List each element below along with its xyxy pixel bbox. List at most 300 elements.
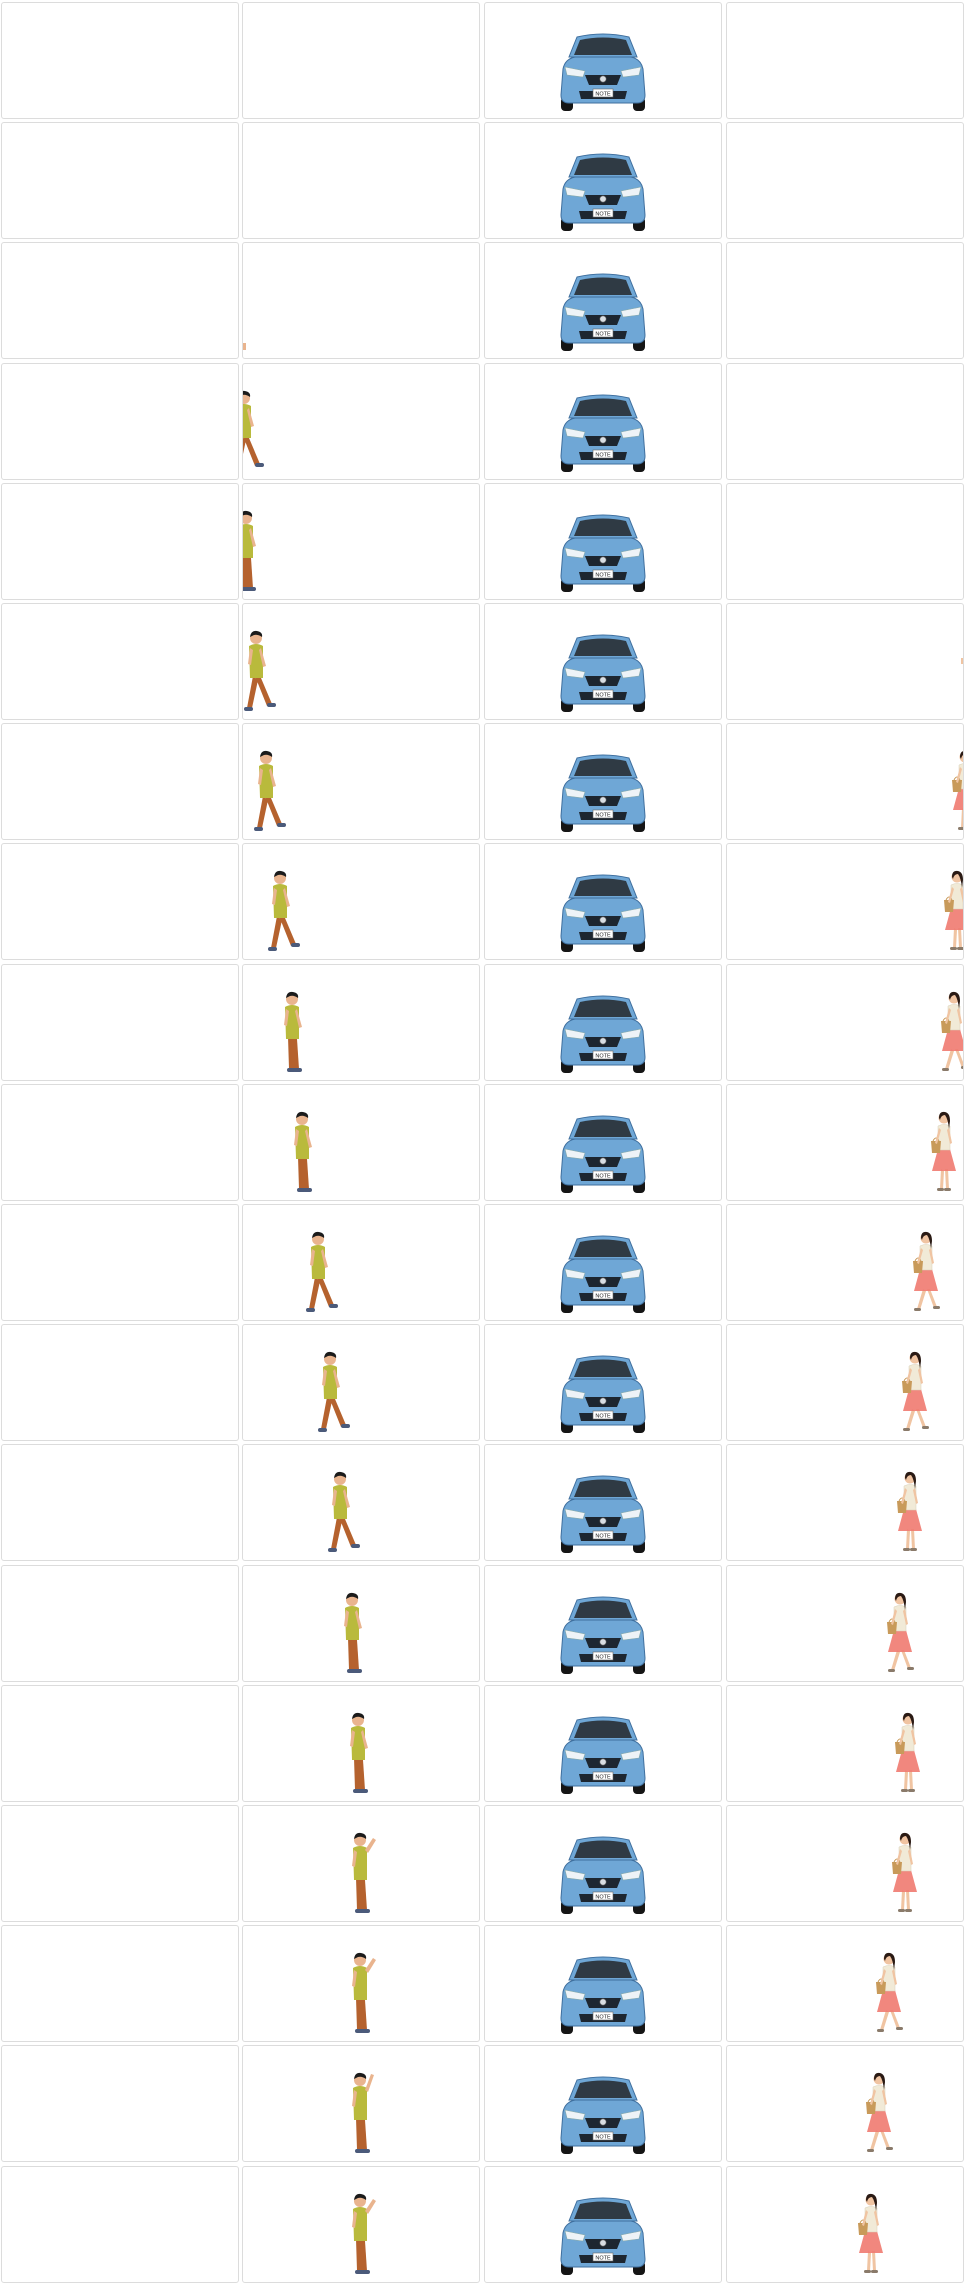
woman-leg-back [906,1890,910,1910]
frame-cell-woman-walking [726,242,964,359]
frame-cell-car [484,1685,722,1802]
frame-cell-background [1,603,239,720]
frame-cell-woman-walking [726,1685,964,1802]
woman-sprite [935,989,964,1075]
woman-leg-front [906,1529,910,1549]
woman-shoe-front [950,947,957,950]
car-sprite [555,1353,651,1435]
woman-sprite [925,1109,964,1195]
frame-cell-woman-walking [726,483,964,600]
frame-cell-background [1,843,239,960]
man-leg-back [247,676,258,708]
woman-leg-front [870,2130,879,2151]
man-shoe-back [268,947,277,951]
woman-figure [902,1352,929,1431]
car-plate-text: NOTE [595,813,611,819]
car-sprite [555,271,651,353]
man-figure [328,1472,360,1552]
car-emblem [600,1999,606,2005]
woman-figure [913,1232,940,1311]
car-plate-text: NOTE [595,2256,611,2262]
woman-figure [897,1472,922,1551]
man-sprite [343,1950,383,2036]
man-leg-back [257,796,268,828]
car-plate-text: NOTE [595,453,611,459]
car-sprite [555,1834,651,1916]
man-shoe-back [328,1548,337,1552]
car-sprite [555,872,651,954]
man-shoe-front [361,2029,370,2033]
woman-figure [887,1593,914,1672]
man-sprite [242,508,269,594]
frame-cell-car [484,483,722,600]
car-emblem [600,437,606,443]
car-plate-text: NOTE [595,1895,611,1901]
frame-cell-woman-walking [726,1925,964,2042]
car-sprite [555,993,651,1075]
woman-figure [944,871,964,950]
frame-cell-car [484,2045,722,2162]
woman-shoe-front [877,2029,884,2032]
woman-leg-front [904,1770,908,1790]
frame-cell-woman-walking [726,2166,964,2283]
man-leg-front [255,676,272,706]
woman-shoe-front [903,1548,910,1551]
frame-cell-woman-walking [726,363,964,480]
man-shoe-front [255,463,264,467]
frame-cell-car [484,242,722,359]
frame-cell-woman-walking [726,843,964,960]
frame-cell-woman-walking [726,1565,964,1682]
car-plate-text: NOTE [595,332,611,338]
car-sprite [555,2074,651,2156]
car-sprite [555,752,651,834]
frame-cell-woman-walking [726,723,964,840]
woman-sprite [891,1469,931,1555]
man-arm-raised [365,2074,374,2092]
car-plate-text: NOTE [595,1655,611,1661]
man-sprite [341,1710,381,1796]
woman-sprite-edge [959,658,964,666]
frame-cell-background [1,1324,239,1441]
car-plate-text: NOTE [595,2135,611,2141]
man-leg-back [331,1517,342,1549]
car-sprite [555,392,651,474]
frame-cell-woman-walking [726,603,964,720]
car-windshield [574,278,632,296]
man-shoe-front [303,1188,312,1192]
frame-cell-man-walking [242,1805,480,1922]
car-plate-text: NOTE [595,693,611,699]
woman-leg-front [901,1890,905,1910]
man-sprite-edge [243,343,249,353]
woman-shoe-back [905,1909,912,1912]
woman-shoe-front [914,1308,921,1311]
man-leg-front [243,436,260,466]
man-sprite [323,1469,363,1555]
woman-shoe-front [867,2149,874,2152]
car-sprite [555,1113,651,1195]
frame-cell-background [1,964,239,1081]
frame-cell-woman-walking [726,1204,964,1321]
man-shoe-front [353,1669,362,1673]
woman-leg-back [909,1770,913,1790]
man-figure [352,2073,374,2153]
man-leg-front [339,1517,356,1547]
man-shoe-front [361,2149,370,2153]
car-windshield [574,639,632,657]
car-emblem [600,1518,606,1524]
frame-cell-man-walking [242,1084,480,1201]
man-sprite [263,868,303,954]
frame-cell-woman-walking [726,1444,964,1561]
man-figure [284,992,302,1072]
car-sprite [555,1473,651,1555]
woman-shoe-front [901,1789,908,1792]
woman-leg-back [945,1169,949,1189]
frame-cell-man-walking [242,2045,480,2162]
woman-figure [895,1713,920,1792]
frame-cell-background [1,2166,239,2283]
frame-cell-car [484,2,722,119]
woman-leg-front [867,2251,871,2271]
car-emblem [600,76,606,82]
frame-cell-man-walking [242,964,480,1081]
frame-cell-car [484,843,722,960]
car-windshield [574,2081,632,2099]
car-windshield [574,1120,632,1138]
frame-cell-background [1,363,239,480]
frame-cell-background [1,1565,239,1682]
car-windshield [574,2202,632,2220]
woman-leg-front [880,2010,889,2031]
woman-leg-back [958,928,962,948]
frame-cell-car [484,363,722,480]
woman-shoe-back [886,2147,893,2150]
car-sprite [555,1233,651,1315]
car-windshield [574,1601,632,1619]
frame-cell-background [1,122,239,239]
car-emblem [600,797,606,803]
frame-cell-car [484,723,722,840]
man-shoe-front [293,1068,302,1072]
woman-figure [892,1833,917,1912]
car-plate-text: NOTE [595,1534,611,1540]
frame-cell-man-walking [242,843,480,960]
frame-cell-man-walking [242,1925,480,2042]
car-windshield [574,158,632,176]
man-leg-back [271,916,282,948]
man-figure [352,2194,376,2274]
woman-shoe-front [888,1669,895,1672]
frame-cell-background [1,1805,239,1922]
car-sprite [555,1594,651,1676]
woman-figure [952,751,964,830]
frame-cell-car [484,1444,722,1561]
man-figure [244,631,276,711]
man-shoe-back [244,707,253,711]
woman-sprite [852,2191,892,2277]
car-emblem [600,1398,606,1404]
car-windshield [574,1961,632,1979]
man-sprite [343,1830,383,1916]
woman-shoe-front [958,827,964,830]
woman-figure [876,1953,903,2032]
car-windshield [574,38,632,56]
car-emblem [600,1278,606,1284]
car-emblem [600,917,606,923]
car-sprite [555,151,651,233]
man-arm-raised [365,1958,376,1973]
frame-cell-car [484,1084,722,1201]
man-figure [294,1112,312,1192]
woman-leg-front [953,928,957,948]
man-shoe-front [267,703,276,707]
man-leg-back [309,1277,320,1309]
car-windshield [574,1480,632,1498]
car-windshield [574,879,632,897]
car-windshield [574,759,632,777]
frame-cell-man-walking [242,603,480,720]
man-sprite [242,628,279,714]
frame-cell-man-walking [242,242,480,359]
man-shoe-front [361,2270,370,2274]
man-shoe-front [291,943,300,947]
frame-cell-man-walking [242,723,480,840]
man-figure [352,1833,376,1913]
woman-leg-back [911,1529,915,1549]
car-windshield [574,1360,632,1378]
woman-figure [941,992,964,1071]
frame-cell-background [1,723,239,840]
frame-cell-car [484,1204,722,1321]
woman-shoe-back [896,2027,903,2030]
woman-shoe-back [910,1548,917,1551]
man-leg-front [279,916,296,946]
car-plate-text: NOTE [595,573,611,579]
car-emblem [600,677,606,683]
woman-leg-back [890,2010,900,2029]
man-shoe-front [359,1789,368,1793]
frame-cell-woman-walking [726,1324,964,1441]
man-sprite [335,1590,375,1676]
car-sprite [555,31,651,113]
man-sprite [285,1109,325,1195]
frame-cell-car [484,1324,722,1441]
woman-sprite [886,1830,926,1916]
frame-cell-man-walking [242,1204,480,1321]
man-leg-front [265,796,282,826]
woman-sprite [896,1349,936,1435]
man-figure [268,871,300,951]
car-sprite [555,512,651,594]
frame-cell-background [1,242,239,359]
man-shoe-back [254,827,263,831]
man-shoe-back [306,1308,315,1312]
woman-shoe-back [871,2270,878,2273]
frame-cell-woman-walking [726,2045,964,2162]
car-plate-text: NOTE [595,212,611,218]
woman-leg-front [945,1049,954,1070]
woman-figure [866,2073,893,2152]
frame-cell-background [1,1685,239,1802]
frame-cell-background [1,1925,239,2042]
frame-cell-man-walking [242,2,480,119]
frame-cell-background [1,1204,239,1321]
car-plate-text: NOTE [595,1775,611,1781]
frame-cell-man-walking [242,122,480,239]
woman-shoe-back [957,947,964,950]
car-plate-text: NOTE [595,1294,611,1300]
car-plate-text: NOTE [595,1414,611,1420]
man-figure [352,1953,376,2033]
car-sprite [555,1714,651,1796]
woman-shoe-front [937,1188,944,1191]
woman-sprite [889,1710,929,1796]
car-windshield [574,399,632,417]
frame-cell-woman-walking [726,1805,964,1922]
frame-cell-background [1,2,239,119]
man-shoe-front [329,1304,338,1308]
car-plate-text: NOTE [595,92,611,98]
car-sprite [555,2195,651,2277]
car-plate-text: NOTE [595,2015,611,2021]
frame-cell-man-walking [242,483,480,600]
frame-cell-car [484,1925,722,2042]
frame-cell-man-walking [242,1324,480,1441]
frame-cell-background [1,483,239,600]
frame-cell-car [484,122,722,239]
car-emblem [600,1158,606,1164]
man-figure [350,1713,368,1793]
man-arm-raised [365,1838,376,1853]
car-emblem [600,1038,606,1044]
frame-cell-background [1,1084,239,1201]
woman-sprite [938,868,964,954]
frame-cell-man-walking [242,1444,480,1561]
woman-leg-front [891,1650,900,1671]
car-sprite [555,1954,651,2036]
frame-cell-background [1,2045,239,2162]
car-emblem [600,1879,606,1885]
frame-cell-man-walking [242,2166,480,2283]
car-windshield [574,1000,632,1018]
man-sprite [242,388,267,474]
frame-cell-car [484,964,722,1081]
man-figure [242,511,256,591]
man-leg-front [317,1277,334,1307]
woman-leg-back [916,1409,926,1428]
frame-cell-woman-walking [726,2,964,119]
car-emblem [600,196,606,202]
woman-shoe-front [903,1428,910,1431]
frame-cell-man-walking [242,363,480,480]
woman-sprite [860,2070,900,2156]
woman-shoe-back [944,1188,951,1191]
car-sprite [555,632,651,714]
man-sprite [343,2191,383,2277]
woman-sprite [907,1229,947,1315]
man-hand [243,343,246,350]
man-shoe-back [318,1428,327,1432]
man-figure [318,1352,350,1432]
woman-shoe-front [864,2270,871,2273]
man-leg-back [321,1397,332,1429]
woman-leg-back [901,1650,911,1669]
car-windshield [574,1721,632,1739]
frame-cell-car [484,2166,722,2283]
man-sprite [249,748,289,834]
woman-figure [931,1112,956,1191]
woman-leg-back [872,2251,876,2271]
frame-cell-background [1,1444,239,1561]
man-figure [254,751,286,831]
car-windshield [574,1240,632,1258]
car-plate-text: NOTE [595,1174,611,1180]
man-sprite [275,989,315,1075]
woman-shoe-back [933,1306,940,1309]
woman-leg-front [917,1289,926,1310]
woman-leg-front [940,1169,944,1189]
car-emblem [600,557,606,563]
car-plate-text: NOTE [595,933,611,939]
frame-cell-car [484,1565,722,1682]
frame-cell-car [484,1805,722,1922]
car-emblem [600,1759,606,1765]
man-sprite [313,1349,353,1435]
man-shoe-front [361,1909,370,1913]
woman-sprite [946,748,964,834]
car-plate-text: NOTE [595,1054,611,1060]
man-shoe-front [247,587,256,591]
woman-sprite [881,1590,921,1676]
man-shoe-front [351,1544,360,1548]
man-shoe-front [277,823,286,827]
car-emblem [600,2240,606,2246]
woman-shoe-front [898,1909,905,1912]
woman-sprite [870,1950,910,2036]
man-sprite [343,2070,383,2156]
car-windshield [574,1841,632,1859]
woman-shoe-front [942,1068,949,1071]
woman-leg-back [955,1049,964,1068]
car-emblem [600,1639,606,1645]
woman-leg-back [927,1289,937,1308]
woman-shoe-back [922,1426,929,1429]
man-leg-front [329,1397,346,1427]
woman-shoe-back [908,1789,915,1792]
man-shoe-front [341,1424,350,1428]
man-figure [306,1232,338,1312]
car-windshield [574,519,632,537]
car-emblem [600,2119,606,2125]
man-figure [242,391,264,471]
frame-cell-car [484,603,722,720]
woman-figure [858,2194,883,2273]
car-emblem [600,316,606,322]
man-shirt [242,524,253,558]
man-sprite [301,1229,341,1315]
frame-cell-woman-walking [726,122,964,239]
man-figure [344,1593,362,1673]
frame-cell-man-walking [242,1565,480,1682]
frame-cell-man-walking [242,1685,480,1802]
frame-cell-woman-walking [726,964,964,1081]
woman-leg-front [906,1409,915,1430]
man-arm-raised [365,2199,376,2214]
woman-leg-back [880,2130,890,2149]
woman-shoe-back [907,1667,914,1670]
